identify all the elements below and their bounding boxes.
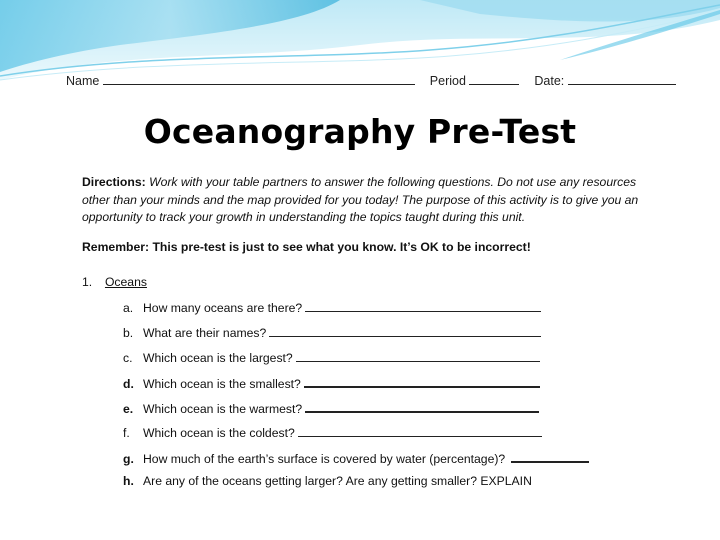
name-label: Name	[66, 74, 100, 88]
question-letter: f.	[123, 426, 130, 440]
directions-paragraph	[82, 174, 662, 227]
question-d	[123, 374, 540, 391]
question-e	[123, 399, 539, 416]
remember-note: Remember: This pre-test is just to see what you know. It’s OK to be incorrect!	[82, 240, 531, 254]
question-text: Which ocean is the smallest?	[143, 377, 301, 391]
student-info-line	[66, 72, 676, 88]
directions-text: Work with your table partners to answer the following questions. Do not use any resources other than your minds and the map provided for you today! The purpose of this activity is to give you an opportunity to track your growth in understanding the topics taught during this unit.	[82, 175, 639, 224]
section-number: 1.	[82, 275, 93, 289]
question-a	[123, 299, 541, 315]
question-text: Which ocean is the coldest?	[143, 426, 295, 440]
question-letter: b.	[123, 326, 134, 340]
answer-line[interactable]	[511, 449, 589, 463]
directions-label: Directions:	[82, 175, 146, 189]
answer-line[interactable]	[269, 324, 541, 337]
question-letter: e.	[123, 402, 134, 416]
answer-line[interactable]	[305, 299, 541, 312]
answer-line[interactable]	[304, 374, 540, 388]
period-label: Period	[429, 74, 466, 88]
answer-line[interactable]	[298, 424, 542, 437]
question-f	[123, 424, 542, 440]
period-blank[interactable]	[469, 72, 519, 85]
question-letter: c.	[123, 351, 133, 365]
question-text: How much of the earth’s surface is covered by water (percentage)?	[143, 452, 506, 466]
page-title: Oceanography Pre-Test	[143, 112, 577, 151]
question-text: What are their names?	[143, 326, 267, 340]
answer-line[interactable]	[296, 349, 540, 362]
question-text: Which ocean is the warmest?	[143, 402, 303, 416]
question-g	[123, 449, 589, 466]
question-c	[123, 349, 540, 365]
question-b	[123, 324, 541, 340]
question-h	[123, 474, 532, 488]
date-blank[interactable]	[568, 72, 676, 85]
question-text: Which ocean is the largest?	[143, 351, 293, 365]
date-label: Date:	[534, 74, 565, 88]
question-letter: h.	[123, 474, 134, 488]
question-text: Are any of the oceans getting larger? Are any getting smaller? EXPLAIN	[143, 474, 532, 488]
question-letter: g.	[123, 452, 134, 466]
question-letter: d.	[123, 377, 134, 391]
section-heading	[82, 275, 147, 289]
name-blank[interactable]	[103, 72, 415, 85]
question-text: How many oceans are there?	[143, 301, 303, 315]
answer-line[interactable]	[305, 399, 539, 413]
question-letter: a.	[123, 301, 134, 315]
section-title: Oceans	[104, 275, 147, 289]
